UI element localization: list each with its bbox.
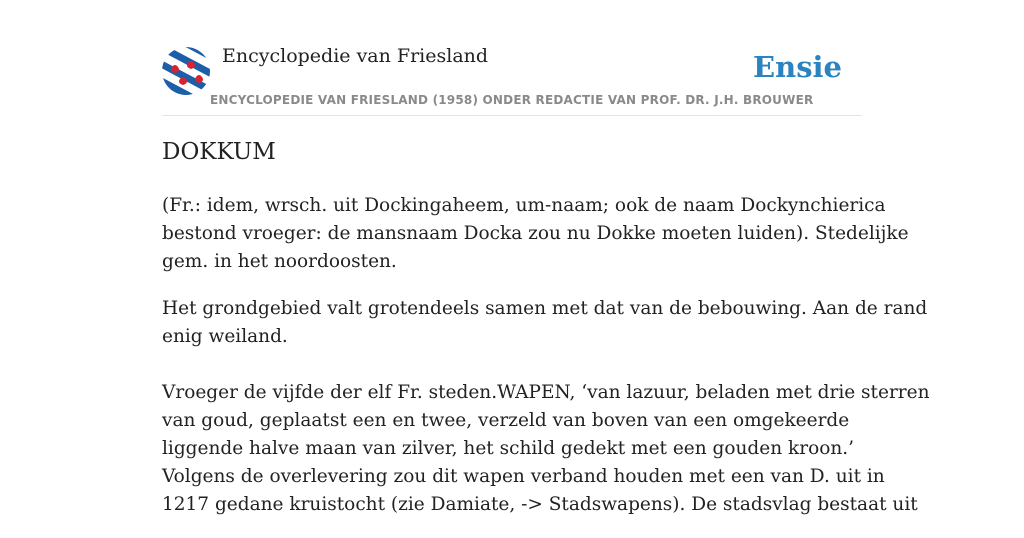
text-line: enig weiland.	[162, 326, 288, 347]
paragraph-1	[162, 192, 909, 276]
text-line: Het grondgebied valt grotendeels samen met dat van de bebouwing. Aan de rand	[162, 298, 928, 319]
text-line: Volgens de overlevering zou dit wapen verband houden met een van D. uit in	[162, 466, 885, 487]
text-line: bestond vroeger: de mansnaam Docka zou nu Dokke moeten luiden). Stedelijke	[162, 223, 909, 244]
site-subtitle: ENCYCLOPEDIE VAN FRIESLAND (1958) ONDER REDACTIE VAN PROF. DR. J.H. BROUWER	[210, 93, 814, 107]
text-line: Vroeger de vijfde der elf Fr. steden.WAPEN, ‘van lazuur, beladen met drie sterren	[162, 382, 930, 403]
text-line: van goud, geplaatst een en twee, verzeld van boven van een omgekeerde	[162, 410, 850, 431]
article-body	[162, 192, 930, 538]
text-line: (Fr.: idem, wrsch. uit Dockingaheem, um-naam; ook de naam Dockynchierica	[162, 195, 886, 216]
article-title: DOKKUM	[162, 139, 276, 165]
paragraph-2	[162, 295, 928, 351]
text-line: gem. in het noordoosten.	[162, 251, 397, 272]
site-title[interactable]: Encyclopedie van Friesland	[222, 45, 489, 67]
text-line: liggende halve maan van zilver, het schild gedekt met een gouden kroon.’	[162, 438, 855, 459]
brand-logo-text[interactable]: Ensie	[753, 50, 842, 84]
text-line: 1217 gedane kruistocht (zie Damiate, -> Stadswapens). De stadsvlag bestaat uit	[162, 494, 918, 515]
site-header	[162, 0, 862, 116]
page-container	[162, 0, 930, 515]
frisian-flag-icon[interactable]	[162, 47, 210, 95]
paragraph-3	[162, 379, 930, 519]
